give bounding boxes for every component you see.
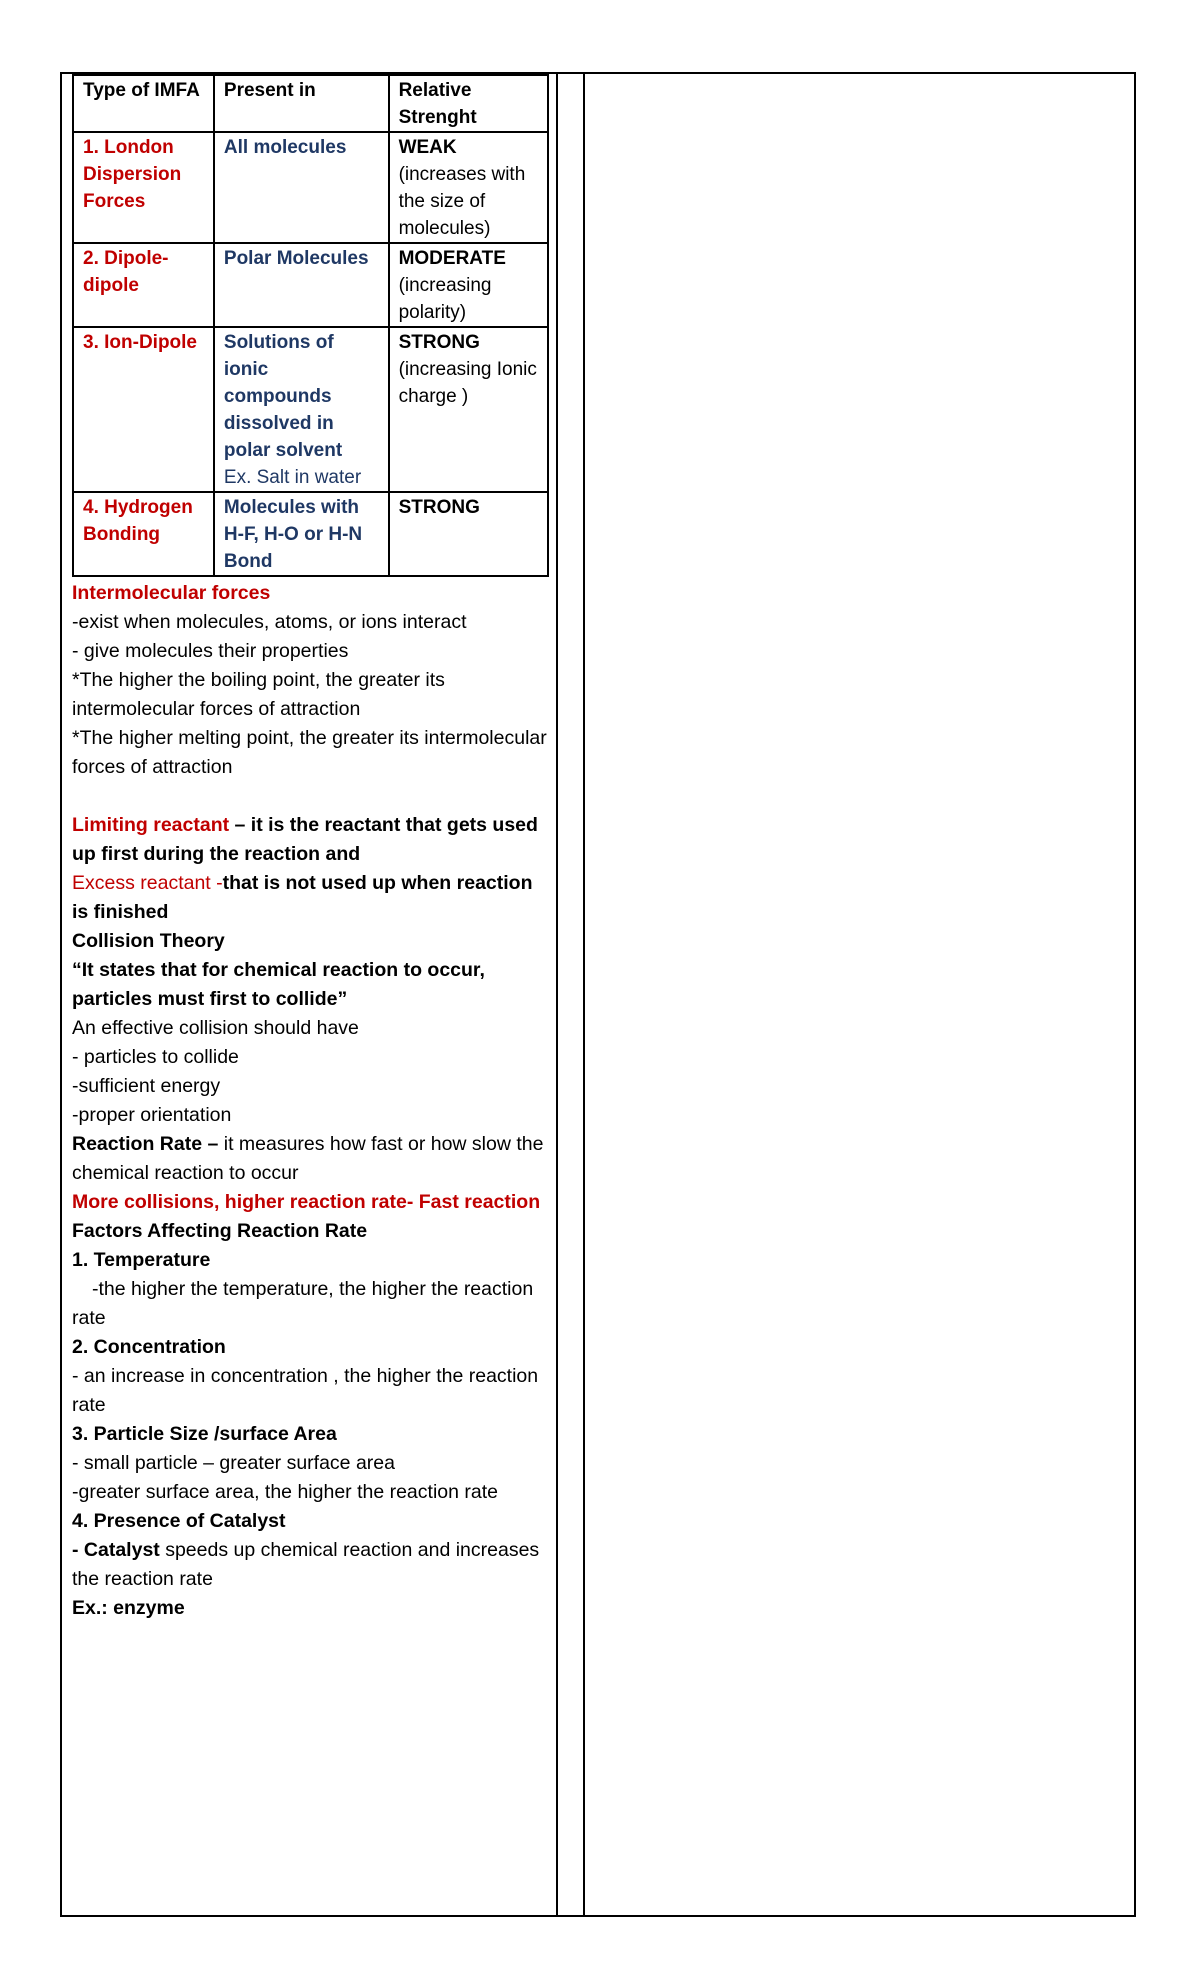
excess-reactant: [72, 869, 550, 927]
table-header-row: [73, 75, 548, 132]
strength-level: STRONG: [398, 332, 480, 353]
limiting-reactant: [72, 811, 550, 869]
header-type: Type of IMFA: [73, 75, 214, 132]
table-row: [73, 243, 548, 327]
notes-section: [70, 579, 550, 1623]
row-present: All molecules: [214, 132, 389, 243]
strength-note: (increasing polarity): [398, 275, 492, 323]
imf-line: - give molecules their properties: [72, 640, 349, 662]
rate-term: Reaction Rate –: [72, 1133, 219, 1155]
imf-line: *The higher melting point, the greater its intermolecular forces of attraction: [72, 727, 547, 778]
rate-def: it measures how fast or how slow the chemical reaction to occur: [72, 1133, 544, 1184]
row-present: [214, 327, 389, 492]
effective-intro: An effective collision should have: [72, 1017, 359, 1039]
example-line: Ex.: enzyme: [72, 1597, 185, 1619]
column-divider-left: [556, 72, 558, 1917]
collision-title: Collision Theory: [72, 930, 225, 952]
left-column: [70, 74, 550, 1623]
limiting-def: – it is the reactant that gets used up first during the reaction and: [72, 814, 538, 865]
effective-item: -proper orientation: [72, 1104, 232, 1126]
row-strength: [389, 132, 548, 243]
factor-text: -greater surface area, the higher the reaction rate: [72, 1481, 498, 1503]
column-divider-right: [583, 72, 585, 1917]
row-strength: [389, 492, 548, 576]
factor-text-content: -the higher the temperature, the higher the reaction rate: [72, 1278, 534, 1329]
row-type: 2. Dipole-dipole: [73, 243, 214, 327]
strength-level: MODERATE: [398, 248, 506, 269]
factor-text: - small particle – greater surface area: [72, 1452, 395, 1474]
row-type: 3. Ion-Dipole: [73, 327, 214, 492]
more-collisions: More collisions, higher reaction rate- Fast reaction: [72, 1191, 541, 1213]
factor-title: 4. Presence of Catalyst: [72, 1510, 286, 1532]
row-type: 4. Hydrogen Bonding: [73, 492, 214, 576]
strength-note: (increasing Ionic charge ): [398, 359, 537, 407]
catalyst-def: speeds up chemical reaction and increases the reaction rate: [72, 1539, 540, 1590]
factor-title: 3. Particle Size /surface Area: [72, 1423, 337, 1445]
imf-title: Intermolecular forces: [72, 582, 271, 604]
strength-note: (increases with the size of molecules): [398, 164, 526, 239]
row-present: Polar Molecules: [214, 243, 389, 327]
header-present: Present in: [214, 75, 389, 132]
factors-title: Factors Affecting Reaction Rate: [72, 1220, 368, 1242]
imf-line: -exist when molecules, atoms, or ions interact: [72, 611, 467, 633]
table-row: [73, 327, 548, 492]
row-strength: [389, 327, 548, 492]
effective-item: -sufficient energy: [72, 1075, 221, 1097]
factor-text: [72, 1536, 550, 1594]
header-strength: Relative Strenght: [389, 75, 548, 132]
row-type: 1. London Dispersion Forces: [73, 132, 214, 243]
limiting-term: Limiting reactant: [72, 814, 230, 836]
table-row: [73, 492, 548, 576]
effective-item: - particles to collide: [72, 1046, 239, 1068]
imf-line: *The higher the boiling point, the greater its intermolecular forces of attraction: [72, 669, 445, 720]
present-text: Solutions of ionic compounds dissolved in polar solvent: [223, 332, 343, 461]
factor-text: - an increase in concentration , the higher the reaction rate: [72, 1365, 539, 1416]
row-present: Molecules with H-F, H-O or H-N Bond: [214, 492, 389, 576]
excess-def: that is not used up when reaction is finished: [72, 872, 533, 923]
imfa-table: [72, 74, 549, 577]
strength-level: STRONG: [398, 497, 480, 518]
factor-text: [72, 1275, 550, 1333]
row-strength: [389, 243, 548, 327]
factor-title: 1. Temperature: [72, 1249, 211, 1271]
factor-title: 2. Concentration: [72, 1336, 226, 1358]
spacer: [72, 782, 550, 811]
present-example: Ex. Salt in water: [223, 467, 362, 488]
catalyst-term: - Catalyst: [72, 1539, 160, 1561]
table-row: [73, 132, 548, 243]
strength-level: WEAK: [398, 137, 457, 158]
reaction-rate: [72, 1130, 550, 1188]
excess-term: Excess reactant -: [72, 872, 223, 894]
collision-quote: “It states that for chemical reaction to occur, particles must first to collide”: [72, 959, 485, 1010]
